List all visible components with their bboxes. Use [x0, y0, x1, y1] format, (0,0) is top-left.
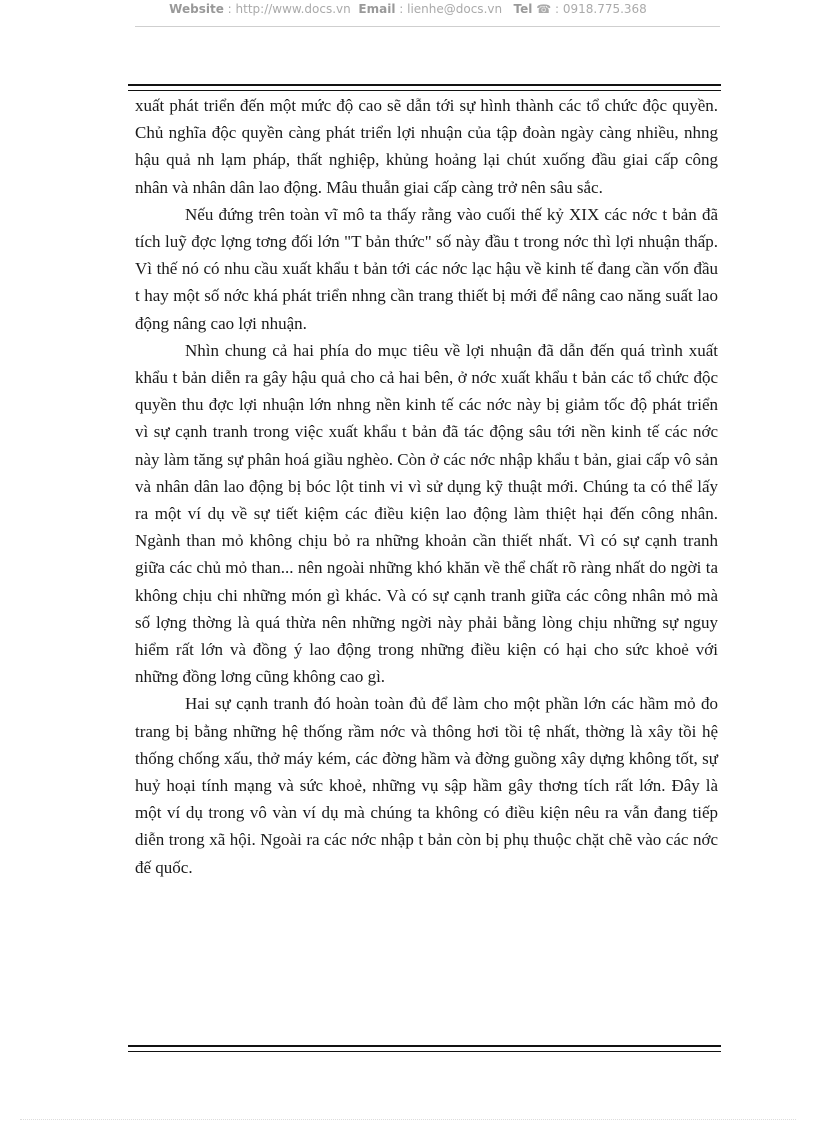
paragraph-1: xuất phát triển đến một mức độ cao sẽ dẫn tới sự hình thành các tổ chức độc quyền. Chủ nghĩa độc quyền càng phát triển lợi nhuận của tập đoàn ngày càng nhiều, nhng hậu quả nh lạm pháp, thất nghiệp, khủng hoảng lại chút xuống đầu giai cấp công nhân và nhân dân lao động. Mâu thuẫn giai cấp càng trở nên sâu sắc.: [135, 96, 718, 197]
tel-separator: :: [551, 2, 563, 16]
paragraph-3: Nhìn chung cả hai phía do mục tiêu về lợi nhuận đã dẫn đến quá trình xuất khẩu t bản diễn ra gây hậu quả cho cả hai bên, ở nớc xuất khẩu t bản các tổ chức độc quyền thu đợc lợi nhuận lớn nhng nền kinh tế các nớc này bị giảm tốc độ phát triển vì sự cạnh tranh trong việc xuất khẩu t bản đã tác động sâu tới nền kinh tế các nớc này làm tăng sự phân hoá giầu nghèo. Còn ở các nớc nhập khẩu t bản, giai cấp vô sản và nhân dân lao động bị bóc lột tinh vi vì sử dụng kỹ thuật mới. Chúng ta có thể lấy ra một ví dụ về sự tiết kiệm các điều kiện lao động làm thiệt hại đến công nhân. Ngành than mỏ không chịu bỏ ra những khoản cần thiết nhất. Vì có sự cạnh tranh giữa các chủ mỏ than... nên ngoài những khó khăn về thể chất rõ ràng nhất do ngời ta không chịu chi những món gì khác. Và có sự cạnh tranh giữa các công nhân mỏ mà số lợng thờng là quá thừa nên những ngời này phải bằng lòng chịu những sự nguy hiểm rất lớn và đồng ý lao động trong những điều kiện có hại cho sức khoẻ với những đồng lơng cũng không cao gì.: [135, 340, 718, 687]
paragraph-2: Nếu đứng trên toàn vĩ mô ta thấy rằng vào cuối thế kỷ XIX các nớc t bản đã tích luỹ đợc lợng tơng đối lớn "T bản thức" số này đầu t trong nớc thì lợi nhuận thấp. Vì thế nó có nhu cầu xuất khẩu t bản tới các nớc lạc hậu về kinh tế đang cần vốn đầu t hay một số nớc khá phát triển nhng cần trang thiết bị mới để nâng cao năng suất lao động nâng cao lợi nhuận.: [135, 204, 718, 333]
website-separator: :: [223, 2, 236, 16]
document-body: [135, 92, 718, 881]
email-link[interactable]: lienhe@docs.vn: [407, 2, 503, 16]
paragraph-4: Hai sự cạnh tranh đó hoàn toàn đủ để làm cho một phần lớn các hầm mỏ đo trang bị bằng những hệ thống rầm nớc và thông hơi tồi tệ nhất, thờng là xây tồi hệ thống chống xấu, thở máy kém, các đờng hầm và đờng guồng xây dựng không tốt, sự huỷ hoại tính mạng và sức khoẻ, những vụ sập hầm gây thơng tích rất lớn. Đây là một ví dụ trong vô vàn ví dụ mà chúng ta không có điều kiện nêu ra vẫn đang tiếp diễn trong xã hội. Ngoài ra các nớc nhập t bản còn bị phụ thuộc chặt chẽ vào các nớc đế quốc.: [135, 694, 718, 877]
phone-icon: ☎: [536, 2, 552, 16]
website-url-link[interactable]: http://www.docs.vn: [235, 2, 351, 16]
tel-number: 0918.775.368: [562, 2, 647, 16]
top-double-rule: [128, 84, 721, 91]
header-divider: [135, 26, 720, 27]
email-separator: :: [395, 2, 408, 16]
bottom-double-rule: [128, 1045, 721, 1052]
tel-label: Tel: [513, 2, 533, 16]
footer-dotted-line: [20, 1119, 796, 1120]
website-label: Website: [169, 2, 224, 16]
email-label: Email: [358, 2, 396, 16]
page-header: [0, 0, 816, 18]
